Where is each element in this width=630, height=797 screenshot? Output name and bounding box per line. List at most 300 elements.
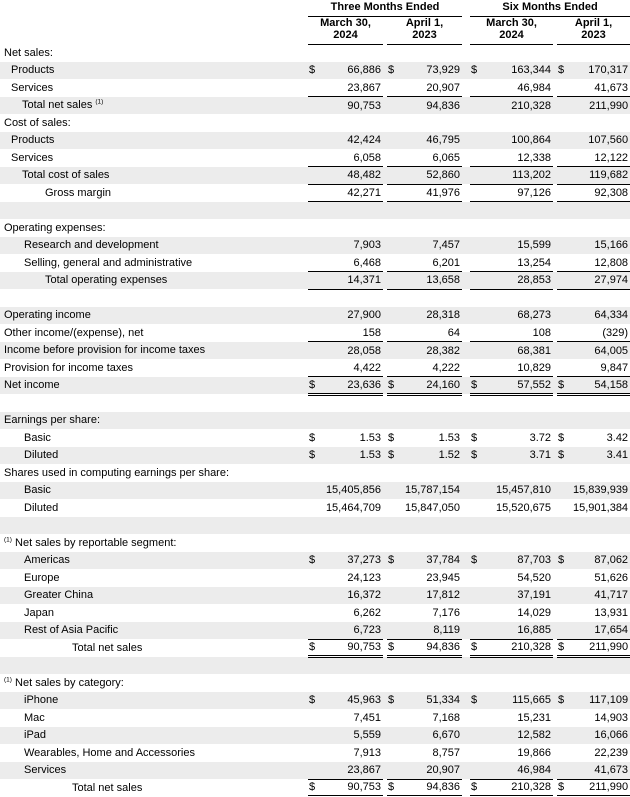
column-header-march-30-2024 [308, 16, 383, 44]
value-cell: 46,795 [426, 134, 461, 147]
dollar-sign-cell [470, 587, 483, 605]
table-row [0, 254, 630, 272]
value-cell: 5,559 [353, 729, 381, 742]
value-cell [483, 534, 553, 552]
value-cell [321, 412, 383, 430]
value-cell: 68,273 [517, 309, 552, 322]
value-cell: 113,202 [483, 167, 553, 185]
column-header-line1: March 30, [486, 17, 537, 29]
column-header-april-1-2023-six [557, 16, 630, 44]
value-cell [483, 394, 553, 412]
row-label: Shares used in computing earnings per share: [4, 466, 230, 479]
dollar-sign-cell: $ [470, 377, 483, 395]
value-cell: 64 [400, 324, 462, 342]
row-label: Income before provision for income taxes [4, 344, 206, 357]
dollar-sign-cell [557, 587, 570, 605]
dollar-sign-cell [308, 167, 321, 185]
value-cell: 108 [483, 324, 553, 342]
column-gap [462, 534, 470, 552]
value-cell: 15,847,050 [404, 501, 461, 514]
dollar-sign-cell [387, 342, 400, 360]
value-cell: 23,867 [321, 762, 383, 780]
value-cell [570, 534, 630, 552]
dollar-sign-cell [308, 622, 321, 640]
value-cell: 73,929 [426, 64, 461, 77]
dollar-sign-cell [557, 237, 570, 255]
dollar-sign-cell [308, 412, 321, 430]
value-cell: 15,787,154 [404, 484, 461, 497]
dollar-sign-cell [387, 184, 400, 202]
value-cell: 211,990 [589, 99, 629, 112]
value-cell: 37,191 [517, 589, 552, 602]
dollar-sign-cell [308, 587, 321, 605]
table-row [0, 727, 630, 745]
value-cell: 107,560 [588, 134, 629, 147]
row-label: Products [11, 134, 55, 147]
value-cell [483, 412, 553, 430]
value-cell: 6,468 [321, 254, 383, 272]
value-cell: 12,122 [570, 149, 630, 167]
column-header-march-30-2024-six [470, 16, 553, 44]
value-cell: 97,126 [483, 184, 553, 202]
value-cell: 46,984 [483, 762, 553, 780]
value-cell: 23,867 [321, 79, 383, 97]
dollar-sign-cell: $ [309, 64, 316, 77]
value-cell: 94,836 [400, 779, 462, 797]
table-row [0, 482, 630, 500]
column-gap [462, 604, 470, 622]
dollar-sign-cell [387, 727, 400, 745]
column-gap [462, 184, 470, 202]
table-row [0, 44, 630, 62]
value-cell [400, 517, 462, 535]
column-gap [462, 464, 470, 482]
column-gap [462, 324, 470, 342]
dollar-sign-cell [387, 744, 400, 762]
column-gap [462, 779, 470, 797]
value-cell: 37,784 [426, 554, 461, 567]
value-cell: 15,464,709 [325, 501, 381, 514]
table-row [0, 359, 630, 377]
row-label: Rest of Asia Pacific [24, 624, 119, 637]
row-label: Gross margin [45, 186, 112, 199]
value-cell: 27,900 [347, 309, 381, 322]
value-cell [400, 674, 462, 692]
value-cell [321, 674, 383, 692]
dollar-sign-cell [557, 709, 570, 727]
dollar-sign-cell [470, 97, 483, 115]
footnote-marker: (1) [95, 98, 104, 106]
value-cell: 158 [321, 324, 383, 342]
row-label: Mac [24, 711, 45, 724]
column-gap [462, 394, 470, 412]
column-gap [462, 709, 470, 727]
value-cell: 12,582 [517, 729, 552, 742]
dollar-sign-cell [470, 324, 483, 342]
dollar-sign-cell [470, 289, 483, 307]
value-cell: 12,808 [570, 254, 630, 272]
row-label: Provision for income taxes [4, 361, 133, 374]
value-cell: 24,160 [400, 377, 462, 395]
value-cell: 28,058 [347, 344, 381, 357]
value-cell: 22,239 [594, 746, 629, 759]
column-gap [462, 552, 470, 570]
column-header-april-1-2023 [387, 16, 462, 44]
dollar-sign-cell [470, 167, 483, 185]
table-row [0, 639, 630, 657]
value-cell [400, 657, 462, 675]
row-label: Diluted [24, 449, 59, 462]
value-cell: 42,271 [321, 184, 383, 202]
row-label: Earnings per share: [4, 414, 100, 427]
dollar-sign-cell: $ [388, 554, 395, 567]
column-gap [462, 377, 470, 395]
dollar-sign-cell: $ [558, 431, 565, 444]
dollar-sign-cell [387, 604, 400, 622]
dollar-sign-cell [557, 727, 570, 745]
dollar-sign-cell [557, 412, 570, 430]
row-label: Total cost of sales [22, 169, 110, 182]
spacer-row [0, 657, 630, 675]
value-cell: 51,334 [426, 694, 461, 707]
column-gap [462, 97, 470, 115]
row-label [0, 202, 308, 220]
dollar-sign-cell: $ [388, 64, 395, 77]
column-gap [462, 499, 470, 517]
value-cell [400, 202, 462, 220]
value-cell: 14,029 [517, 606, 552, 619]
value-cell [400, 534, 462, 552]
column-gap [462, 762, 470, 780]
dollar-sign-cell [308, 342, 321, 360]
column-gap [462, 219, 470, 237]
table-row [0, 762, 630, 780]
dollar-sign-cell: $ [309, 694, 316, 707]
dollar-sign-cell [470, 202, 483, 220]
dollar-sign-cell [308, 657, 321, 675]
value-cell: 15,457,810 [495, 484, 552, 497]
value-cell: 13,931 [594, 606, 629, 619]
value-cell [483, 289, 553, 307]
dollar-sign-cell [387, 762, 400, 780]
dollar-sign-cell [387, 709, 400, 727]
column-gap [462, 307, 470, 325]
table-row [0, 219, 630, 237]
table-row [0, 552, 630, 570]
value-cell: 54,158 [570, 377, 630, 395]
column-gap [462, 412, 470, 430]
dollar-sign-cell: $ [471, 431, 478, 444]
dollar-sign-cell: $ [388, 431, 395, 444]
column-header-line2: 2024 [333, 29, 358, 41]
table-row [0, 237, 630, 255]
dollar-sign-cell [308, 709, 321, 727]
header-spacer-cell [0, 16, 308, 44]
spacer-row [0, 394, 630, 412]
dollar-sign-cell [470, 219, 483, 237]
value-cell: 28,853 [483, 272, 553, 290]
value-cell: 15,405,856 [325, 484, 381, 497]
row-label: Selling, general and administrative [24, 256, 193, 269]
dollar-sign-cell [387, 219, 400, 237]
value-cell: 8,757 [432, 746, 461, 759]
table-row [0, 709, 630, 727]
value-cell: 210,328 [483, 779, 553, 797]
value-cell [483, 219, 553, 237]
column-gap [462, 622, 470, 640]
table-row [0, 744, 630, 762]
dollar-sign-cell [308, 517, 321, 535]
dollar-sign-cell [557, 44, 570, 62]
dollar-sign-cell [557, 272, 570, 290]
row-label [0, 289, 308, 307]
table-row [0, 114, 630, 132]
dollar-sign-cell [470, 569, 483, 587]
value-cell [570, 44, 630, 62]
table-row [0, 534, 630, 552]
dollar-sign-cell: $ [471, 554, 478, 567]
dollar-sign-cell [557, 622, 570, 640]
value-cell: 3.41 [606, 449, 629, 462]
dollar-sign-cell [387, 324, 400, 342]
value-cell: 115,665 [512, 694, 552, 707]
value-cell: 14,371 [321, 272, 383, 290]
table-row [0, 272, 630, 290]
row-label: Japan [24, 606, 54, 619]
row-label: Operating expenses: [4, 221, 106, 234]
value-cell: 68,381 [517, 344, 552, 357]
table-row [0, 79, 630, 97]
row-label: Americas [24, 554, 70, 567]
dollar-sign-cell [557, 744, 570, 762]
value-cell: 57,552 [483, 377, 553, 395]
column-header-line2: 2024 [499, 29, 524, 41]
column-gap [462, 114, 470, 132]
row-label: Diluted [24, 501, 59, 514]
dollar-sign-cell [387, 202, 400, 220]
value-cell [321, 657, 383, 675]
dollar-sign-cell: $ [308, 377, 321, 395]
value-cell [321, 114, 383, 132]
column-header-line1: March 30, [320, 17, 371, 29]
column-gap [462, 62, 470, 80]
spacer-row [0, 517, 630, 535]
dollar-sign-cell [470, 184, 483, 202]
column-gap [462, 342, 470, 360]
table-row [0, 464, 630, 482]
row-label: Services [11, 151, 54, 164]
dollar-sign-cell [308, 464, 321, 482]
dollar-sign-cell [557, 202, 570, 220]
value-cell: 15,599 [517, 239, 552, 252]
value-cell: 20,907 [400, 762, 462, 780]
dollar-sign-cell [470, 149, 483, 167]
dollar-sign-cell: $ [309, 449, 316, 462]
row-label: Other income/(expense), net [4, 326, 144, 339]
dollar-sign-cell [387, 657, 400, 675]
dollar-sign-cell [470, 79, 483, 97]
dollar-sign-cell: $ [388, 694, 395, 707]
value-cell: 3.71 [529, 449, 552, 462]
value-cell [570, 464, 630, 482]
value-cell [400, 114, 462, 132]
column-gap [462, 727, 470, 745]
dollar-sign-cell [557, 254, 570, 272]
dollar-sign-cell [470, 727, 483, 745]
value-cell: 15,839,939 [573, 484, 629, 497]
dollar-sign-cell [387, 289, 400, 307]
dollar-sign-cell [470, 359, 483, 377]
dollar-sign-cell [387, 412, 400, 430]
value-cell [321, 202, 383, 220]
column-gap [462, 167, 470, 185]
value-cell [570, 412, 630, 430]
value-cell: 15,231 [517, 711, 552, 724]
value-cell: 37,273 [347, 554, 381, 567]
value-cell [570, 674, 630, 692]
dollar-sign-cell: $ [558, 449, 565, 462]
footnote-marker: (1) [4, 676, 12, 684]
dollar-sign-cell [387, 499, 400, 517]
table-row [0, 692, 630, 710]
table-row [0, 622, 630, 640]
column-gap [462, 149, 470, 167]
dollar-sign-cell: $ [558, 694, 565, 707]
dollar-sign-cell: $ [557, 779, 570, 797]
dollar-sign-cell [308, 114, 321, 132]
row-label: Products [11, 64, 55, 77]
dollar-sign-cell [387, 587, 400, 605]
row-label: Operating income [4, 309, 91, 322]
value-cell: 15,166 [594, 239, 629, 252]
dollar-sign-cell: $ [308, 639, 321, 657]
value-cell: (329) [570, 324, 630, 342]
dollar-sign-cell [308, 202, 321, 220]
value-cell: 90,753 [347, 99, 381, 112]
row-label [0, 657, 308, 675]
spacer-row [0, 202, 630, 220]
dollar-sign-cell [308, 307, 321, 325]
value-cell: 92,308 [570, 184, 630, 202]
dollar-sign-cell [308, 674, 321, 692]
column-gap [462, 237, 470, 255]
dollar-sign-cell [557, 499, 570, 517]
value-cell: 117,109 [589, 694, 629, 707]
value-cell: 7,176 [432, 606, 461, 619]
dollar-sign-cell [308, 97, 321, 115]
group-header-three-months: Three Months Ended [308, 0, 462, 16]
dollar-sign-cell [387, 517, 400, 535]
value-cell: 66,886 [347, 64, 381, 77]
column-gap [462, 674, 470, 692]
dollar-sign-cell [557, 114, 570, 132]
value-cell [321, 464, 383, 482]
value-cell [483, 114, 553, 132]
dollar-sign-cell [387, 482, 400, 500]
dollar-sign-cell [557, 657, 570, 675]
dollar-sign-cell: $ [557, 377, 570, 395]
value-cell: 51,626 [594, 571, 629, 584]
dollar-sign-cell [387, 272, 400, 290]
value-cell: 28,382 [426, 344, 461, 357]
dollar-sign-cell [470, 709, 483, 727]
dollar-sign-cell [308, 762, 321, 780]
table-row [0, 149, 630, 167]
value-cell: 4,222 [400, 359, 462, 377]
table-row [0, 62, 630, 80]
dollar-sign-cell [308, 289, 321, 307]
dollar-sign-cell [557, 97, 570, 115]
value-cell: 15,520,675 [495, 501, 552, 514]
dollar-sign-cell [308, 499, 321, 517]
dollar-sign-cell: $ [471, 64, 478, 77]
value-cell: 7,457 [432, 239, 461, 252]
row-label: Wearables, Home and Accessories [24, 746, 195, 759]
dollar-sign-cell [387, 254, 400, 272]
column-header-line1: April 1, [405, 17, 444, 29]
column-gap [462, 587, 470, 605]
row-label: Net sales: [4, 46, 53, 59]
dollar-sign-cell [387, 97, 400, 115]
row-label: Europe [24, 571, 60, 584]
table-row [0, 132, 630, 150]
row-label [0, 517, 308, 535]
row-label: $^{(1)}$ Net sales by category: [4, 676, 124, 689]
value-cell: 9,847 [570, 359, 630, 377]
value-cell: 41,673 [570, 79, 630, 97]
column-header-row [0, 16, 630, 44]
dollar-sign-cell [387, 674, 400, 692]
value-cell [400, 44, 462, 62]
value-cell [400, 289, 462, 307]
table-row [0, 587, 630, 605]
column-gap [462, 0, 470, 16]
dollar-sign-cell [557, 219, 570, 237]
dollar-sign-cell [308, 744, 321, 762]
dollar-sign-cell [557, 79, 570, 97]
value-cell: 17,654 [570, 622, 630, 640]
dollar-sign-cell [557, 482, 570, 500]
value-cell [321, 219, 383, 237]
value-cell: 6,201 [400, 254, 462, 272]
dollar-sign-cell [470, 482, 483, 500]
value-cell [400, 219, 462, 237]
dollar-sign-cell: $ [309, 554, 316, 567]
dollar-sign-cell [470, 622, 483, 640]
dollar-sign-cell [387, 79, 400, 97]
dollar-sign-cell [308, 184, 321, 202]
dollar-sign-cell [470, 464, 483, 482]
group-header-six-months: Six Months Ended [470, 0, 630, 16]
value-cell: 16,372 [347, 589, 381, 602]
column-gap [462, 657, 470, 675]
dollar-sign-cell [308, 237, 321, 255]
column-gap [462, 289, 470, 307]
dollar-sign-cell [557, 534, 570, 552]
table-row [0, 377, 630, 395]
value-cell: 23,945 [426, 571, 461, 584]
table-body [0, 44, 630, 797]
column-gap [462, 79, 470, 97]
dollar-sign-cell [557, 464, 570, 482]
column-gap [462, 359, 470, 377]
column-gap [462, 44, 470, 62]
value-cell: 42,424 [347, 134, 381, 147]
value-cell: 13,254 [483, 254, 553, 272]
value-cell: 16,066 [594, 729, 629, 742]
value-cell [321, 44, 383, 62]
value-cell: 16,885 [483, 622, 553, 640]
